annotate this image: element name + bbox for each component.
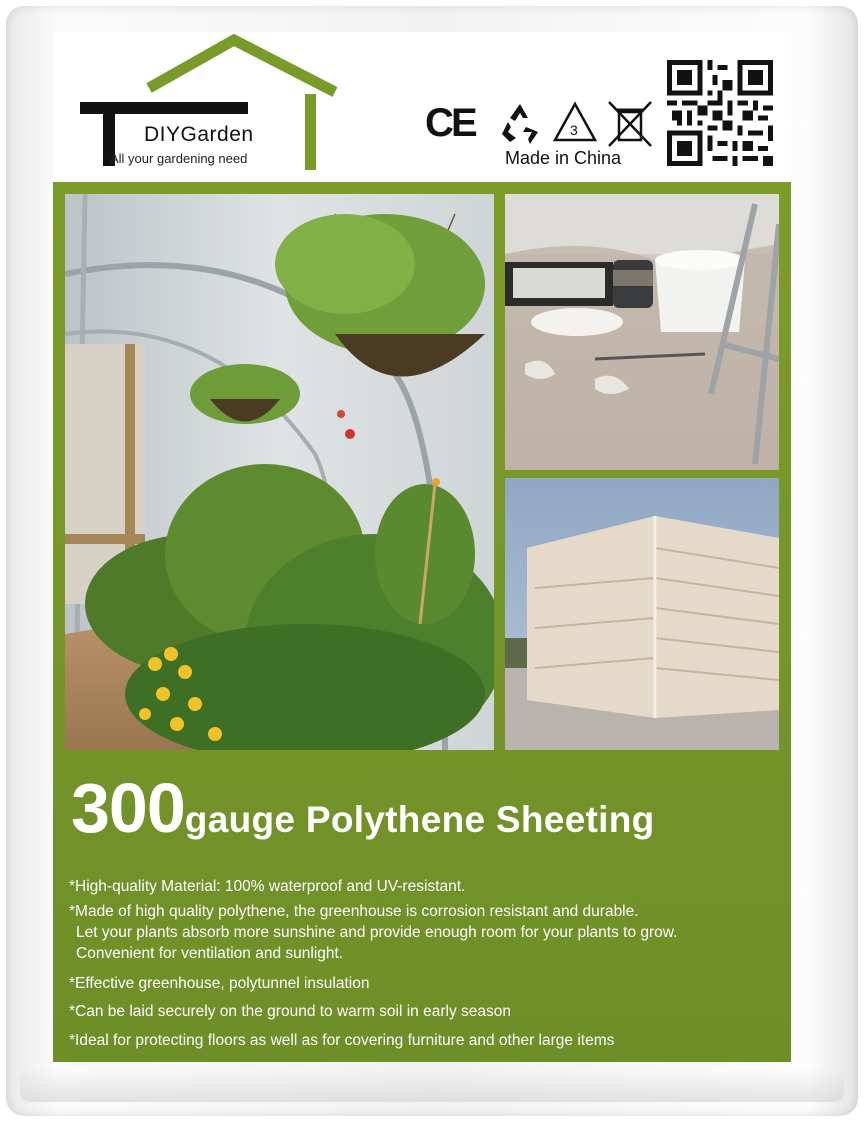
header-label <box>53 32 791 182</box>
feature-line: *Can be laid securely on the ground to warm soil in early season <box>69 1003 511 1020</box>
feature-line: *Effective greenhouse, polytunnel insulation <box>69 975 370 992</box>
product-title: gauge Polythene Sheeting <box>184 799 655 840</box>
qr-code-icon <box>667 60 773 166</box>
crossed-bin-icon <box>609 102 651 146</box>
origin-label: Made in China <box>505 148 622 168</box>
product-headline <box>71 768 781 847</box>
furniture-cover-photo <box>505 478 779 750</box>
feature-item <box>69 1030 614 1051</box>
gauge-value: 300 <box>71 769 185 847</box>
feature-line: *Made of high quality polythene, the greenhouse is corrosion resistant and durable. <box>69 903 639 920</box>
paint-floor-protection-photo <box>505 194 779 470</box>
recycle-icon <box>502 104 538 144</box>
feature-item <box>69 973 369 994</box>
feature-line: *Ideal for protecting floors as well as for covering furniture and other large items <box>69 1032 615 1049</box>
feature-item <box>69 901 677 964</box>
feature-line: Let your plants absorb more sunshine and provide enough room for your plants to grow. <box>76 924 678 941</box>
ce-mark-icon <box>425 101 478 145</box>
brand-tagline: All your gardening need <box>110 151 248 166</box>
certification-icons <box>425 96 655 148</box>
feature-line: *High-quality Material: 100% waterproof and UV-resistant. <box>69 878 466 895</box>
product-info-panel <box>53 182 791 1062</box>
feature-item <box>69 876 465 897</box>
recycle-3-icon <box>555 104 595 140</box>
greenhouse-photo <box>65 194 494 750</box>
svg-text:E: E <box>451 101 478 145</box>
feature-line: Convenient for ventilation and sunlight. <box>76 945 344 962</box>
svg-text:3: 3 <box>570 122 578 138</box>
brand-name: DIYGarden <box>144 123 254 146</box>
feature-item <box>69 1001 511 1022</box>
svg-text:C: C <box>425 101 454 145</box>
